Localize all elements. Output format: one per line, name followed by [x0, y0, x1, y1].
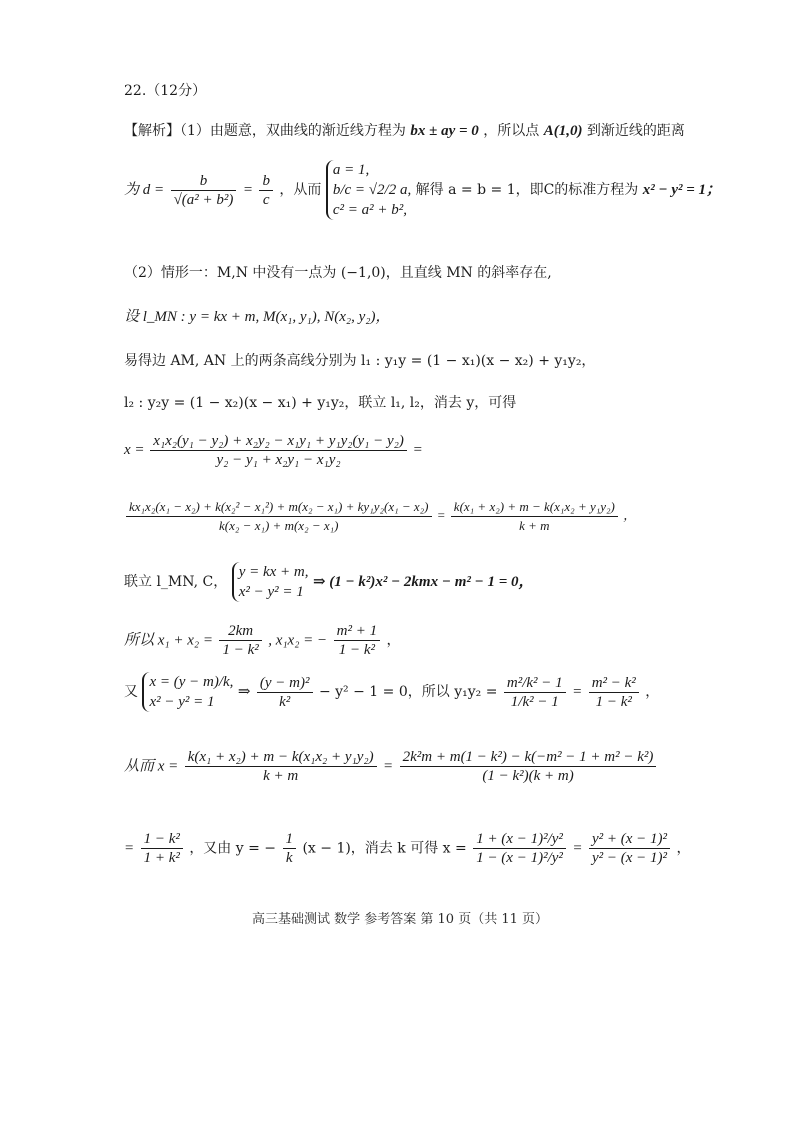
arrow: ⇒: [237, 684, 251, 700]
numerator: k(x₁ + x₂) + m − k(x₁x₂ + y₁y₂): [451, 498, 618, 517]
denominator: k(x₂ − x₁) + m(x₂ − x₁): [219, 518, 339, 533]
fraction: [334, 622, 380, 659]
numerator: 2km: [219, 622, 261, 641]
text: 到渐近线的距离: [586, 123, 685, 139]
system-row: x² − y² = 1: [149, 694, 215, 710]
denominator: 1 − k²: [338, 642, 375, 658]
analysis-line-12: [124, 748, 658, 785]
denominator: k²: [279, 693, 291, 710]
denominator: c: [262, 191, 270, 208]
numerator: b: [259, 172, 273, 191]
denominator: (1 − k²)(k + m): [482, 768, 574, 784]
problem-header: 22.（12分）: [124, 83, 207, 99]
text: ，: [645, 684, 660, 700]
analysis-line-6: l₂ : y₂y = (1 − x₂)(x − x₁) + y₁y₂，联立 l₁, l₂，消去 y，可得: [124, 395, 517, 411]
text: 所以 x₁ + x₂ =: [124, 632, 213, 649]
analysis-line-4: 设 l_MN : y = kx + m, M(x₁, y₁), N(x₂, y₂)，: [124, 309, 391, 325]
fraction: [473, 830, 566, 867]
analysis-line-10: [124, 622, 401, 659]
denominator: k + m: [263, 768, 299, 784]
fraction: [589, 674, 639, 711]
system-row: x² − y² = 1: [238, 584, 304, 600]
system-row: x = (y − m)/k,: [149, 674, 234, 690]
fraction: [185, 748, 377, 785]
analysis-line-7: [124, 432, 423, 469]
fraction: [126, 498, 432, 535]
denominator: √(a² + b²): [173, 191, 234, 208]
text: ，: [623, 507, 637, 523]
text: ，所以点: [483, 123, 540, 139]
formula: bx ± ay = 0: [410, 123, 479, 139]
numerator: k(x₁ + x₂) + m − k(x₁x₂ + y₁y₂): [185, 748, 377, 767]
numerator: 1 − k²: [141, 830, 183, 849]
text: ，从而: [279, 182, 322, 198]
fraction: [259, 172, 273, 209]
analysis-line-9: [124, 562, 534, 602]
denominator: 1/k² − 1: [510, 693, 559, 710]
text: − y² − 1 = 0，所以 y₁y₂ =: [318, 684, 498, 700]
text: 【解析】（1）由题意，双曲线的渐近线方程为: [124, 123, 406, 139]
denominator: k + m: [519, 518, 550, 533]
numerator: b: [171, 172, 237, 191]
fraction: [257, 674, 313, 711]
analysis-line-3: （2）情形一：M,N 中没有一点为 (−1,0)，且直线 MN 的斜率存在,: [124, 265, 552, 281]
analysis-line-1: [124, 120, 685, 142]
denominator: 1 − (x − 1)²/y²: [476, 850, 563, 866]
equals: =: [383, 758, 394, 775]
fraction: [171, 172, 237, 209]
denominator: 1 − k²: [222, 642, 259, 658]
analysis-line-2: [124, 160, 721, 220]
denominator: y₂ − y₁ + x₂y₁ − x₁y₂: [216, 452, 341, 468]
numerator: (y − m)²: [257, 674, 313, 693]
formula: x² − y² = 1；: [642, 182, 722, 198]
text: 联立 l_MN, C，: [124, 574, 228, 590]
equation-system: [142, 672, 233, 712]
equals: =: [242, 182, 253, 198]
system-row: a = 1,: [332, 162, 370, 178]
text: , x₁x₂ = −: [268, 632, 328, 649]
text: ，又由 y = −: [189, 840, 277, 857]
analysis-line-13: [124, 830, 690, 867]
text: 又: [124, 684, 138, 700]
text: ，: [676, 840, 691, 857]
equals: =: [572, 684, 583, 700]
equation-system: [232, 562, 309, 602]
fraction: [589, 830, 670, 867]
equation-system: [326, 160, 411, 220]
text: 从而 x =: [124, 758, 179, 775]
fraction: [141, 830, 183, 867]
numerator: kx₁x₂(x₁ − x₂) + k(x₂² − x₁²) + m(x₂ − x₁) + ky₁y₂(x₁ − x₂): [126, 498, 432, 517]
system-row: y = kx + m,: [238, 564, 309, 580]
denominator: k: [285, 850, 293, 866]
numerator: 1: [283, 830, 297, 849]
denominator: y² − (x − 1)²: [591, 850, 667, 866]
fraction: [219, 622, 261, 659]
text: ，: [386, 632, 401, 649]
analysis-line-8: [124, 498, 636, 535]
system-row: c² = a² + b²,: [332, 202, 408, 218]
numerator: x₁x₂(y₁ − y₂) + x₂y₂ − x₁y₁ + y₁y₂(y₁ − y₂): [150, 432, 407, 451]
equals: =: [572, 840, 583, 857]
analysis-line-11: [124, 672, 659, 712]
equals: =: [436, 507, 446, 523]
text: x =: [124, 441, 145, 458]
formula: ⇒ (1 − k²)x² − 2kmx − m² − 1 = 0，: [312, 574, 534, 590]
fraction: [400, 748, 657, 785]
fraction: [283, 830, 297, 867]
numerator: 1 + (x − 1)²/y²: [473, 830, 566, 849]
numerator: y² + (x − 1)²: [589, 830, 670, 849]
system-row: b/c = √2/2 a,: [332, 182, 412, 198]
numerator: m² − k²: [589, 674, 639, 693]
denominator: 1 + k²: [143, 850, 180, 866]
analysis-line-5: 易得边 AM, AN 上的两条高线分别为 l₁ : y₁y = (1 − x₁)(x − x₂) + y₁y₂，: [124, 353, 596, 369]
numerator: m²/k² − 1: [504, 674, 566, 693]
text: 为 d =: [124, 182, 165, 198]
fraction: [451, 498, 618, 535]
text: 解得 a = b = 1，即C的标准方程为: [415, 182, 639, 198]
fraction: [150, 432, 407, 469]
page-footer: 高三基础测试 数学 参考答案 第 10 页（共 11 页）: [251, 912, 548, 927]
fraction: [504, 674, 566, 711]
equals: =: [412, 441, 423, 458]
equals: =: [124, 840, 135, 857]
text: (x − 1)，消去 k 可得 x =: [302, 840, 467, 857]
denominator: 1 − k²: [595, 693, 632, 710]
formula: A(1,0): [543, 123, 583, 139]
numerator: 2k²m + m(1 − k²) − k(−m² − 1 + m² − k²): [400, 748, 657, 767]
numerator: m² + 1: [334, 622, 380, 641]
